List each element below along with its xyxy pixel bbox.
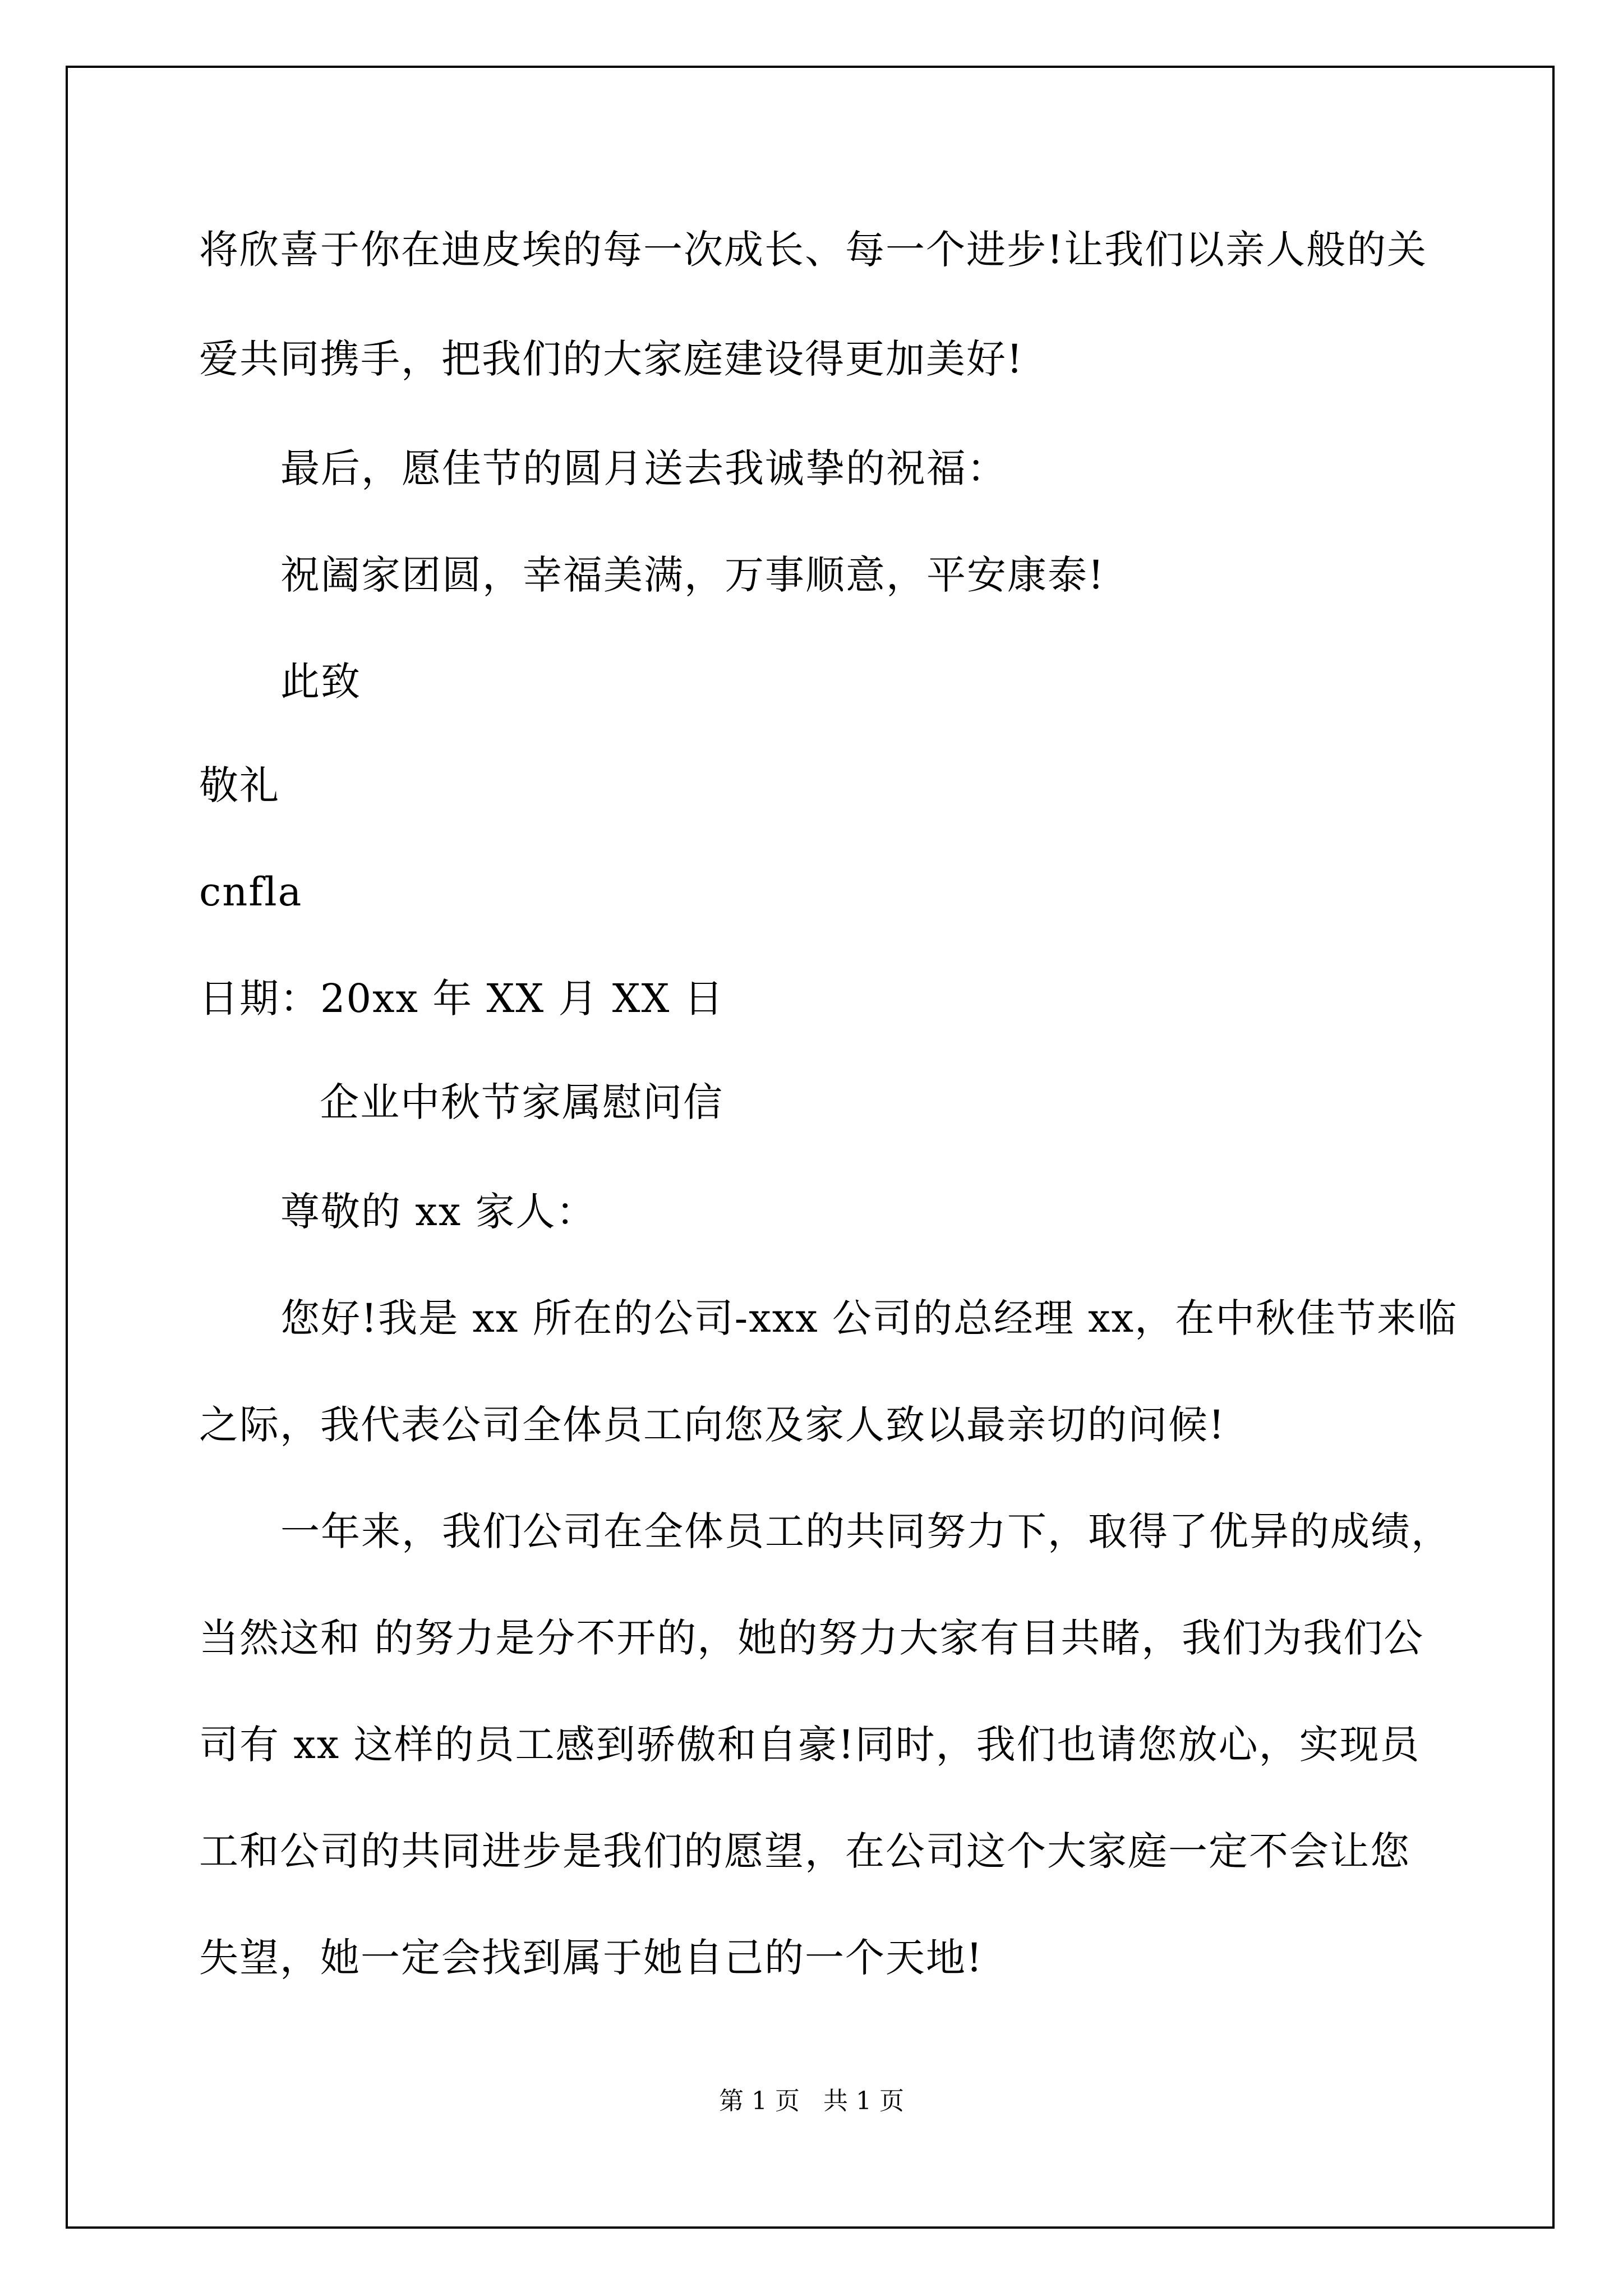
paragraph-line: 将欣喜于你在迪皮埃的每一次成长、每一个进步!让我们以亲人般的关 <box>199 227 1428 273</box>
paragraph-line: 失望，她一定会找到属于她自己的一个天地! <box>199 1935 984 1981</box>
salutation-ci-zhi: 此致 <box>280 659 361 705</box>
paragraph-line: 司有 xx 这样的员工感到骄傲和自豪!同时，我们也请您放心，实现员 <box>199 1722 1421 1768</box>
signature: cnfla <box>199 869 303 915</box>
page-border <box>66 66 1555 2229</box>
page-number-footer: 第 1 页 共 1 页 <box>719 2087 904 2115</box>
paragraph-line: 工和公司的共同进步是我们的愿望，在公司这个大家庭一定不会让您 <box>199 1828 1410 1874</box>
paragraph-line: 当然这和 的努力是分不开的，她的努力大家有目共睹，我们为我们公 <box>199 1615 1424 1661</box>
salutation-jing-li: 敬礼 <box>199 762 280 808</box>
paragraph-line: 爱共同携手，把我们的大家庭建设得更加美好! <box>199 336 1024 382</box>
closing-intro: 最后，愿佳节的圆月送去我诚挚的祝福： <box>280 445 1007 491</box>
paragraph-line: 一年来，我们公司在全体员工的共同努力下，取得了优异的成绩， <box>280 1508 1451 1554</box>
greeting: 尊敬的 xx 家人： <box>280 1189 597 1235</box>
paragraph-line: 您好!我是 xx 所在的公司-xxx 公司的总经理 xx，在中秋佳节来临 <box>280 1295 1458 1341</box>
blessing: 祝阖家团圆，幸福美满，万事顺意，平安康泰! <box>280 552 1105 598</box>
letter-title: 企业中秋节家属慰问信 <box>320 1079 723 1125</box>
paragraph-line: 之际，我代表公司全体员工向您及家人致以最亲切的问候! <box>199 1402 1226 1448</box>
date: 日期：20xx 年 XX 月 XX 日 <box>199 976 725 1022</box>
